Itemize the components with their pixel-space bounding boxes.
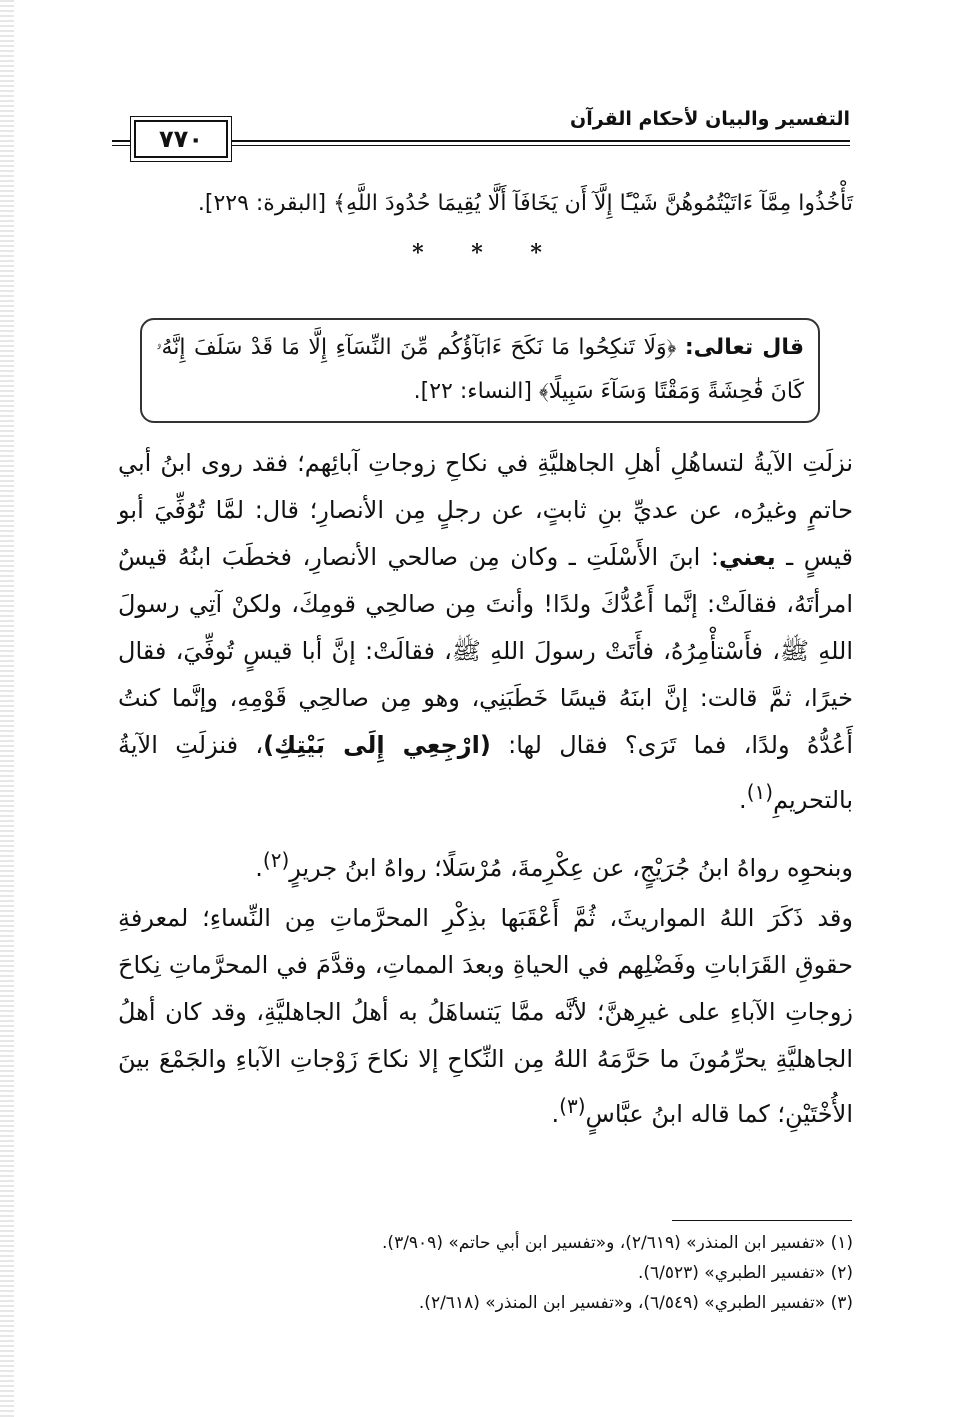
verse-continuation: تَأْخُذُوا مِمَّآ ءَاتَيْتُمُوهُنَّ شَيْـًٔا إِلَّآ أَن يَخَافَآ أَلَّا يُقِيمَا حُدُودَ اللَّهِ﴾ [البقرة: ٢٢٩]. <box>197 191 853 216</box>
verse-box-text <box>156 326 804 414</box>
paragraph-2-text: وبنحوِه رواهُ ابنُ جُرَيْجٍ، عن عِكْرِمةَ، مُرْسَلًا؛ رواهُ ابنُ جريرٍ <box>289 854 853 882</box>
paragraph-1: نزلَتِ الآيةُ لتساهُلِ أهلِ الجاهليَّةِ في نكاحِ زوجاتِ آبائِهم؛ فقد روى ابنُ أبي حاتمٍ وغيرُه، عن عديِّ بنِ ثابتٍ، عن رجلٍ مِن الأنصارِ؛ قال: لمَّا تُوُفِّيَ أبو قيسٍ ـ يعني: ابنَ الأَسْلَتِ ـ وكان مِن صالحي الأنصارِ، فخطَبَ ابنُهُ قيسٌ امرأتَهُ، فقالَتْ: إنَّما أَعُدُّكَ ولدًا! وأنتَ مِن صالحِي قومِكَ، ولكنْ آتِي رسولَ اللهِ ﷺ، فأَسْتأْمِرُهُ، فأَتَتْ رسولَ اللهِ ﷺ، فقالَتْ: إنَّ أبا قيسٍ تُوفِّيَ، فقال خيرًا، ثمَّ قالت: إنَّ ابنَهُ قيسًا خَطَبَنِي، وهو مِن صالحِي قَوْمِهِ، وإنَّما كنتُ أَعُدُّهُ ولدًا، فما تَرَى؟ فقال لها: (ارْجِعِي إِلَى بَيْتِكِ)، فنزلَتِ الآيةُ بالتحريمِ$^{(١)}$. <box>118 449 854 814</box>
paragraph-1-yani: يعني <box>718 543 776 571</box>
footnote-3: (٣) «تفسير الطبري» (٦/٥٤٩)، و«تفسير ابن المنذر» (٢/٦١٨). <box>418 1293 853 1313</box>
page-number: ٧٧٠ <box>134 120 228 158</box>
verse-text: ﴿وَلَا تَنكِحُوا مَا نَكَحَ ءَابَآؤُكُم مِّنَ النِّسَآءِ إِلَّا مَا قَدْ سَلَفَ إِنَّهُۥ كَانَ فَٰحِشَةً وَمَقْتًا وَسَآءَ سَبِيلًا﴾ [النساء: ٢٢]. <box>156 335 804 404</box>
scan-edge <box>0 0 14 1417</box>
footnote-ref-3[interactable]: (٣) <box>559 1094 586 1118</box>
paragraph-3-text: وقد ذَكَرَ اللهُ المواريثَ، ثُمَّ أَعْقَبَها بذِكْرِ المحرَّماتِ مِن النِّساءِ؛ لمعرفةِ حقوقِ القَرَاباتِ وفَضْلِهم في الحياةِ وبعدَ المماتِ، وقدَّمَ في المحرَّماتِ نِكاحَ زوجاتِ الآباءِ على غيرِهنَّ؛ لأنَّه ممَّا يَتساهَلُ به أهلُ الجاهليَّةِ، وقد كان أهلُ الجاهليَّةِ يحرِّمُونَ ما حَرَّمَهُ اللهُ مِن النِّكاحِ إلا نكاحَ زَوْجاتِ الآباءِ والجَمْعَ بينَ الأُخْتَيْنِ؛ كما قاله ابنُ عبَّاسٍ <box>118 904 853 1128</box>
paragraph-1-text-e: ، فنزلَتِ الآيةُ بالتحريمِ <box>118 731 853 814</box>
paragraph-3: وقد ذَكَرَ اللهُ المواريثَ، ثُمَّ أَعْقَبَها بذِكْرِ المحرَّماتِ مِن النِّساءِ؛ لمعرفةِ حقوقِ القَرَاباتِ وفَضْلِهم في الحياةِ وبعدَ المماتِ، وقدَّمَ في المحرَّماتِ نِكاحَ زوجاتِ الآباءِ على غيرِهنَّ؛ لأنَّه ممَّا يَتساهَلُ به أهلُ الجاهليَّةِ، وقد كان أهلُ الجاهليَّةِ يحرِّمُونَ ما حَرَّمَهُ اللهُ مِن النِّكاحِ إلا نكاحَ زَوْجاتِ الآباءِ والجَمْعَ بينَ الأُخْتَيْنِ؛ كما قاله ابنُ عبَّاسٍ$^{(٣)}$. <box>118 904 853 1128</box>
footnote-1: (١) «تفسير ابن المنذر» (٢/٦١٩)، و«تفسير ابن أبي حاتم» (٣/٩٠٩). <box>382 1233 853 1253</box>
section-divider: * * * <box>412 240 562 266</box>
book-title: التفسير والبيان لأحكام القرآن <box>570 108 850 130</box>
footnote-2: (٢) «تفسير الطبري» (٦/٥٢٣). <box>637 1263 853 1283</box>
footnote-ref-1[interactable]: (١) <box>746 780 774 804</box>
hadith-quote: (ارْجِعِي إِلَى بَيْتِكِ) <box>263 731 491 759</box>
footnotes <box>118 1228 853 1318</box>
verse-label: قال تعالى: <box>684 335 805 360</box>
footnote-rule <box>672 1220 852 1221</box>
footnote-ref-2[interactable]: (٢) <box>262 848 290 872</box>
paragraph-1-text-a: نزلَتِ الآيةُ لتساهُلِ أهلِ الجاهليَّةِ في نكاحِ زوجاتِ آبائِهم؛ فقد روى ابنُ أبي حاتمٍ وغيرُه، عن عديِّ بنِ ثابتٍ، عن رجلٍ مِن الأنصارِ؛ قال: لمَّا تُوُفِّيَ أبو قيسٍ ـ <box>118 449 854 571</box>
page-header <box>112 100 850 160</box>
paragraph-1-text-c: : ابنَ الأَسْلَتِ ـ وكان مِن صالحي الأنصارِ، فخطَبَ ابنُهُ قيسٌ امرأتَهُ، فقالَتْ: إنَّما أَعُدُّكَ ولدًا! وأنتَ مِن صالحِي قومِكَ، ولكنْ آتِي رسولَ اللهِ ﷺ، فأَسْتأْمِرُهُ، فأَتَتْ رسولَ اللهِ ﷺ، فقالَتْ: إنَّ أبا قيسٍ تُوفِّيَ، فقال خيرًا، ثمَّ قالت: إنَّ ابنَهُ قيسًا خَطَبَنِي، وهو مِن صالحِي قَوْمِهِ، وإنَّما كنتُ أَعُدُّهُ ولدًا، فما تَرَى؟ فقال لها: <box>118 543 854 759</box>
verse-box <box>140 318 820 423</box>
paragraph-2: وبنحوِه رواهُ ابنُ جُرَيْجٍ، عن عِكْرِمةَ، مُرْسَلًا؛ رواهُ ابنُ جريرٍ$^{(٢)}$. <box>255 848 853 882</box>
